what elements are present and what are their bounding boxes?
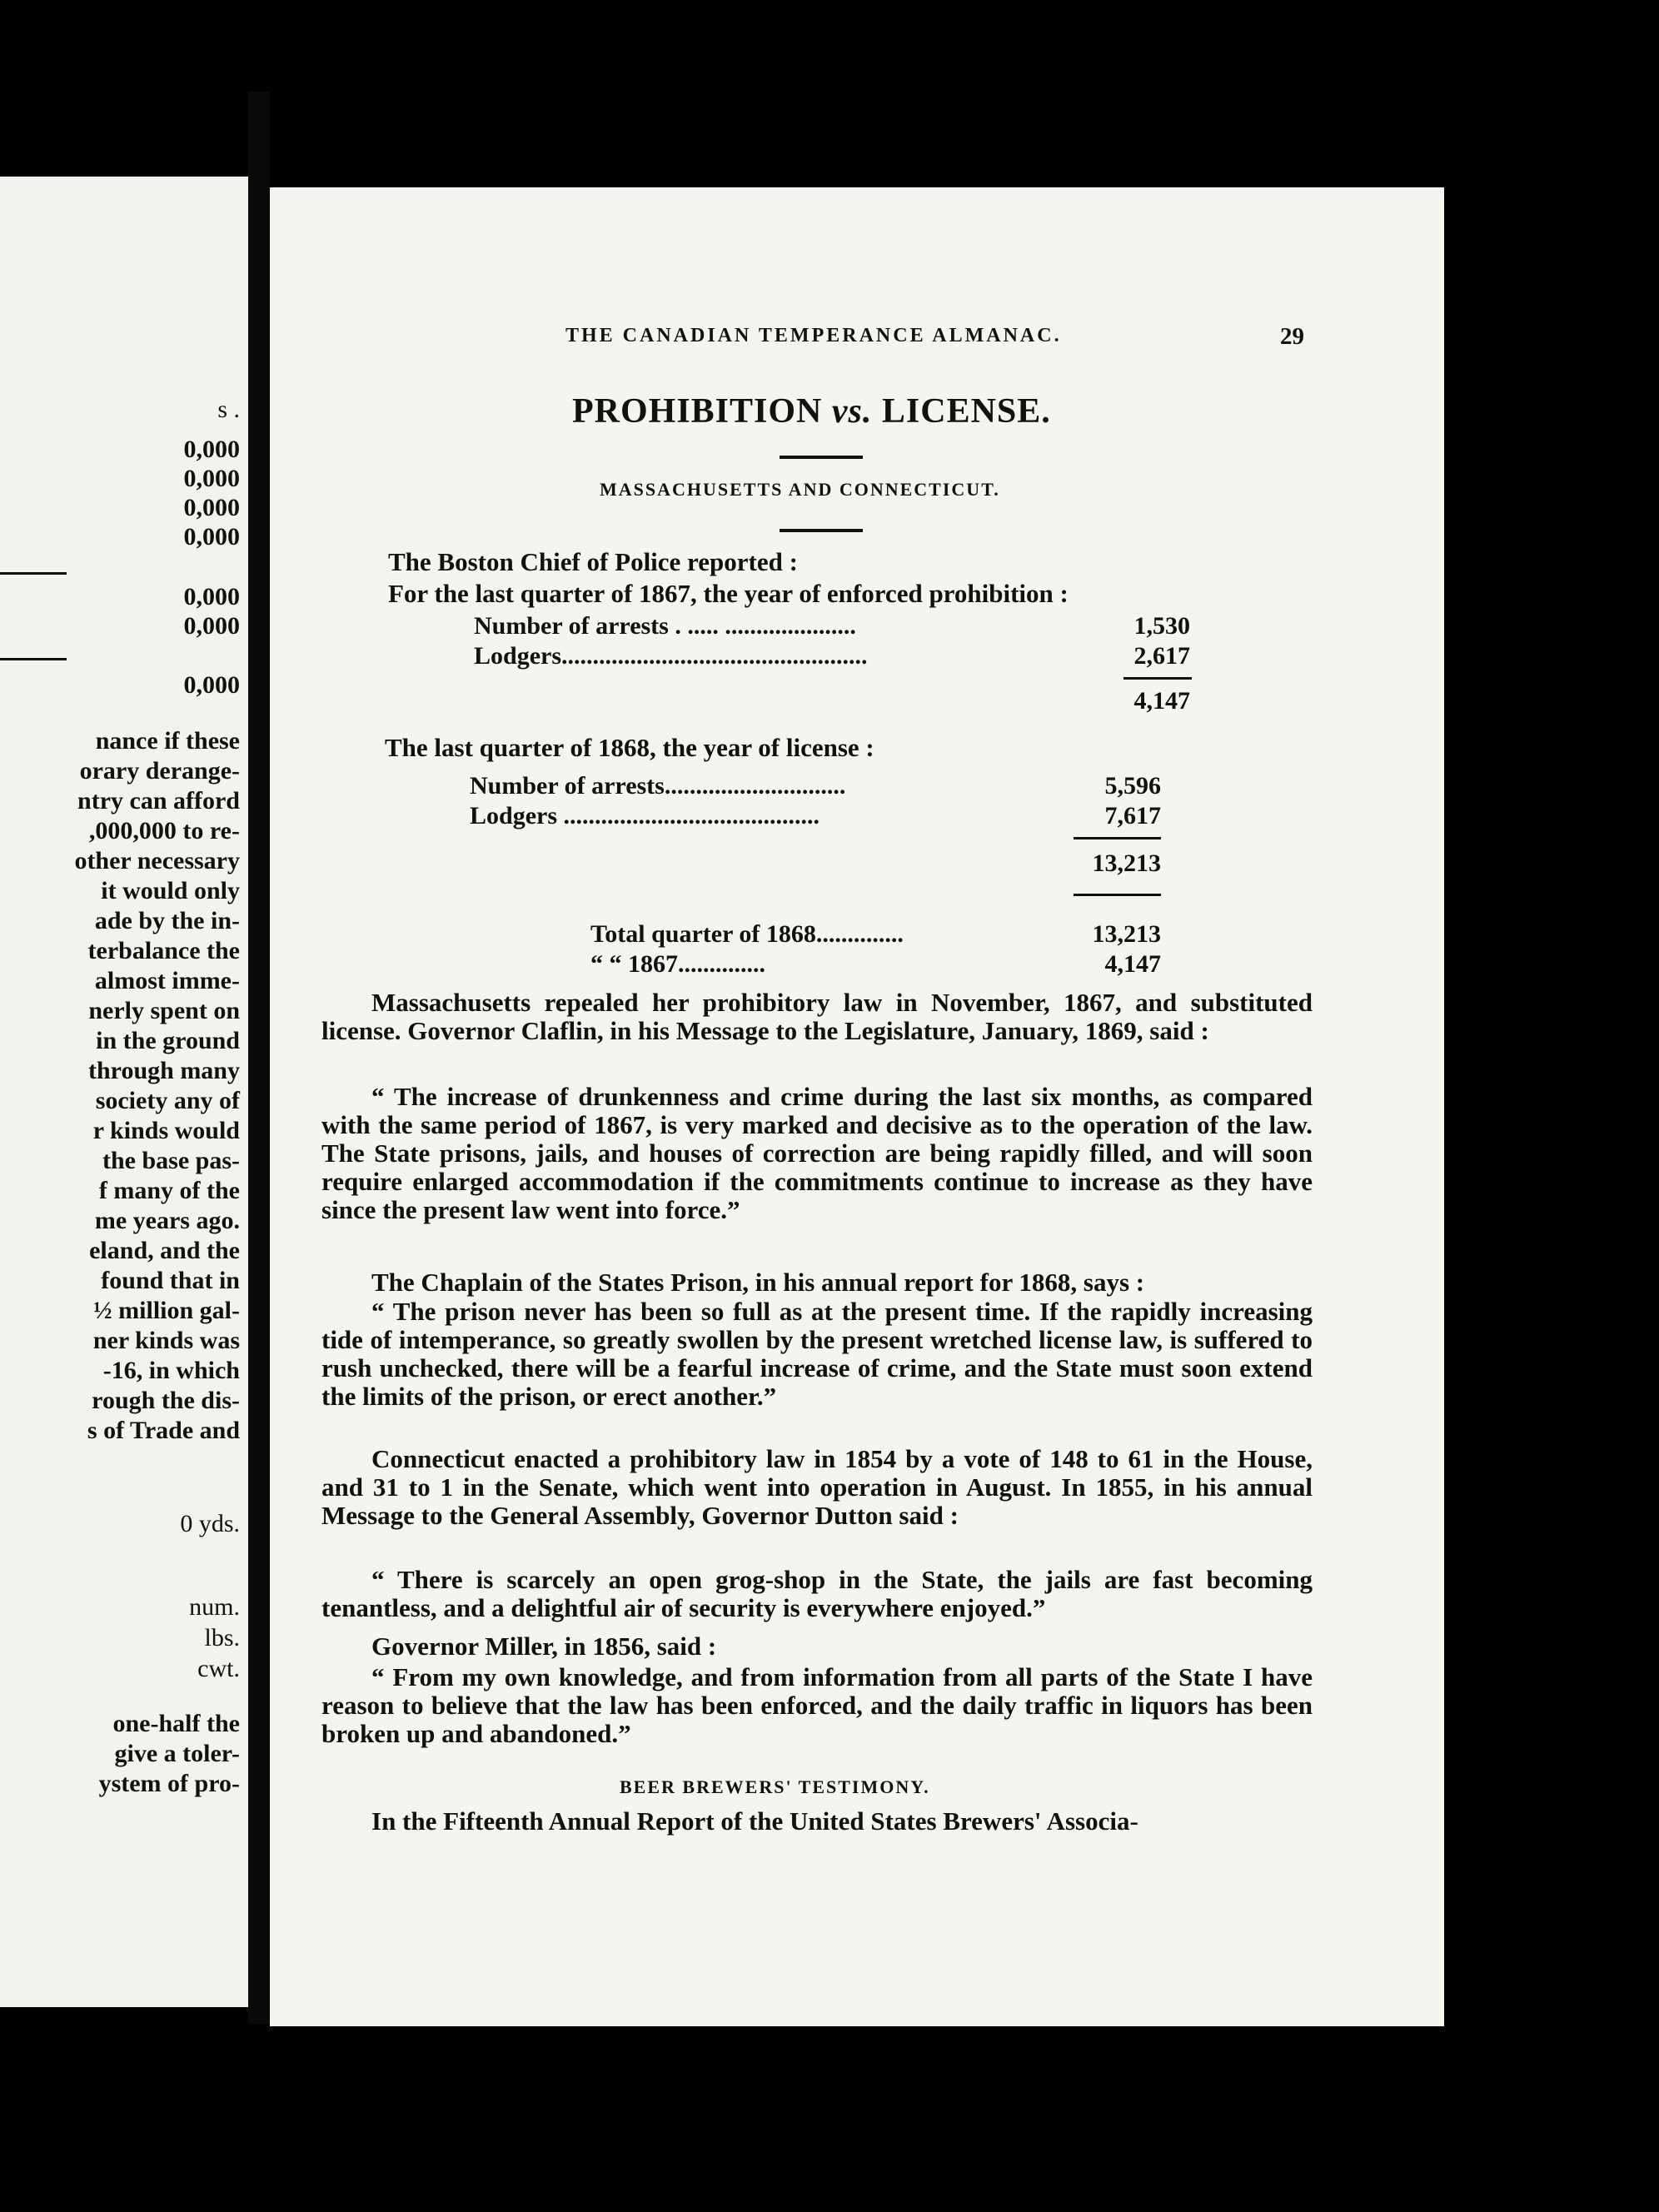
left-line: it would only — [101, 877, 240, 904]
quote-paragraph: “ The increase of drunkenness and crime during the last six months, as compared with the same period of 1867, is very marked and decisive as to the operation of the law. The State prisons, jails, and houses of correction are being rapidly filled, and will soon require enlarged accommodation if the commitments continue to increase as they have since the present law went into force.” — [321, 1082, 1313, 1224]
left-line: lbs. — [204, 1624, 240, 1652]
title-part1: PROHIBITION — [572, 392, 823, 431]
left-line: terbalance the — [87, 937, 240, 964]
quote-paragraph: “ There is scarcely an open grog-shop in the State, the jails are fast becoming tenantless, and a delightful air of security is everywhere enjoyed.” — [321, 1565, 1313, 1622]
left-line: rough the dis- — [92, 1387, 240, 1414]
left-line: ystem of pro- — [98, 1770, 240, 1797]
section-heading: BEER BREWERS' TESTIMONY. — [620, 1776, 930, 1797]
sum-rule — [1074, 894, 1161, 896]
title-vs: vs. — [831, 392, 873, 431]
total-value: 4,147 — [1133, 687, 1190, 715]
left-line: almost imme- — [94, 967, 240, 994]
summary-row — [590, 950, 1161, 980]
row-label: Number of arrests . ..... ..................... — [474, 612, 856, 640]
left-line: 0,000 — [183, 523, 240, 551]
row-value: 7,617 — [1104, 802, 1161, 830]
running-head: THE CANADIAN TEMPERANCE ALMANAC. — [565, 325, 1062, 346]
table-row — [470, 802, 1161, 832]
row-label: Total quarter of 1868.............. — [590, 920, 904, 948]
title-part2: LICENSE. — [881, 392, 1051, 431]
left-line: nance if these — [95, 727, 240, 755]
row-label: Lodgers ......................................... — [470, 802, 820, 830]
page — [270, 187, 1444, 2026]
table-row — [474, 642, 1190, 672]
left-line: other necessary — [74, 847, 240, 874]
row-label: Lodgers................................................. — [474, 642, 868, 670]
table-row — [470, 772, 1161, 802]
row-value: 4,147 — [1104, 950, 1161, 978]
left-line: cwt. — [197, 1655, 240, 1682]
quote-paragraph: “ The prison never has been so full as at the present time. If the rapidly increasing tide of intemperance, so greatly swollen by the present wretched license law, is suffered to rush unchecked, there will be a fearful increase of crime, and the State must soon extend the limits of the prison, or erect another.” — [321, 1297, 1313, 1411]
left-line: 0,000 — [183, 671, 240, 699]
left-line: through many — [88, 1057, 240, 1084]
left-line: one-half the — [112, 1710, 240, 1737]
left-line: orary derange- — [79, 757, 240, 785]
left-line: 0,000 — [183, 465, 240, 492]
left-line: in the ground — [96, 1027, 240, 1054]
table-row — [474, 612, 1190, 642]
total-row — [1057, 687, 1190, 717]
title-rule — [780, 456, 863, 459]
left-line: num. — [189, 1593, 240, 1621]
summary-row — [590, 920, 1161, 950]
left-line: nerly spent on — [88, 997, 240, 1024]
paragraph: The Chaplain of the States Prison, in his annual report for 1868, says : — [371, 1268, 1145, 1297]
left-line: 0 yds. — [180, 1510, 240, 1537]
sum-rule — [1123, 677, 1192, 680]
left-line: ½ million gal- — [93, 1297, 240, 1324]
row-value: 5,596 — [1104, 772, 1161, 800]
left-line: me years ago. — [94, 1207, 240, 1234]
left-line: 0,000 — [183, 436, 240, 463]
q1868-heading: The last quarter of 1868, the year of license : — [385, 733, 874, 762]
paragraph: Governor Miller, in 1856, said : — [371, 1632, 717, 1661]
subheading-rule — [780, 529, 863, 532]
left-rule — [0, 572, 67, 575]
total-row — [1028, 849, 1161, 879]
subheading: MASSACHUSETTS AND CONNECTICUT. — [600, 479, 1000, 500]
sum-rule — [1074, 837, 1161, 839]
left-line: r kinds would — [92, 1117, 240, 1144]
left-line: s . — [217, 396, 240, 423]
paragraph: In the Fifteenth Annual Report of the United States Brewers' Associa- — [371, 1806, 1138, 1836]
left-line: -16, in which — [102, 1357, 240, 1384]
row-value: 13,213 — [1092, 920, 1161, 948]
row-value: 1,530 — [1133, 612, 1190, 640]
row-value: 2,617 — [1133, 642, 1190, 670]
left-line: ,000,000 to re- — [88, 817, 240, 844]
left-line: eland, and the — [89, 1237, 240, 1264]
left-line: ntry can afford — [77, 787, 240, 815]
left-line: give a toler- — [114, 1740, 240, 1767]
left-line: found that in — [101, 1267, 240, 1294]
left-line: 0,000 — [183, 494, 240, 521]
left-line: 0,000 — [183, 612, 240, 640]
left-line: society any of — [95, 1087, 240, 1114]
left-line: the base pas- — [102, 1147, 240, 1174]
quote-paragraph: “ From my own knowledge, and from information from all parts of the State I have reason to believe that the law has been enforced, and the daily traffic in liquors has been broken up and abandoned.” — [321, 1662, 1313, 1748]
paragraph: Connecticut enacted a prohibitory law in 1854 by a vote of 148 to 61 in the House, and 31 to 1 in the Senate, which went into operation in August. In 1855, in his annual Message to the General Assembly, Governor Dutton said : — [321, 1444, 1313, 1530]
page-number: 29 — [1280, 323, 1304, 350]
report-intro: The Boston Chief of Police reported : — [388, 547, 798, 576]
book-spine — [248, 92, 270, 2024]
q1867-heading: For the last quarter of 1867, the year of enforced prohibition : — [388, 579, 1069, 608]
page-title — [572, 391, 1051, 431]
left-rule — [0, 658, 67, 660]
previous-page-fragment — [0, 177, 248, 2007]
left-line: ade by the in- — [94, 907, 240, 934]
left-line: s of Trade and — [87, 1417, 240, 1444]
left-line: f many of the — [98, 1177, 240, 1204]
left-line: ner kinds was — [92, 1327, 240, 1354]
row-label: Number of arrests............................. — [470, 772, 846, 800]
left-line: 0,000 — [183, 583, 240, 610]
paragraph: Massachusetts repealed her prohibitory law in November, 1867, and substituted license. Governor Claflin, in his Message to the Legislature, January, 1869, said : — [321, 988, 1313, 1045]
total-value: 13,213 — [1092, 849, 1161, 877]
row-label: “ “ 1867.............. — [590, 950, 765, 978]
